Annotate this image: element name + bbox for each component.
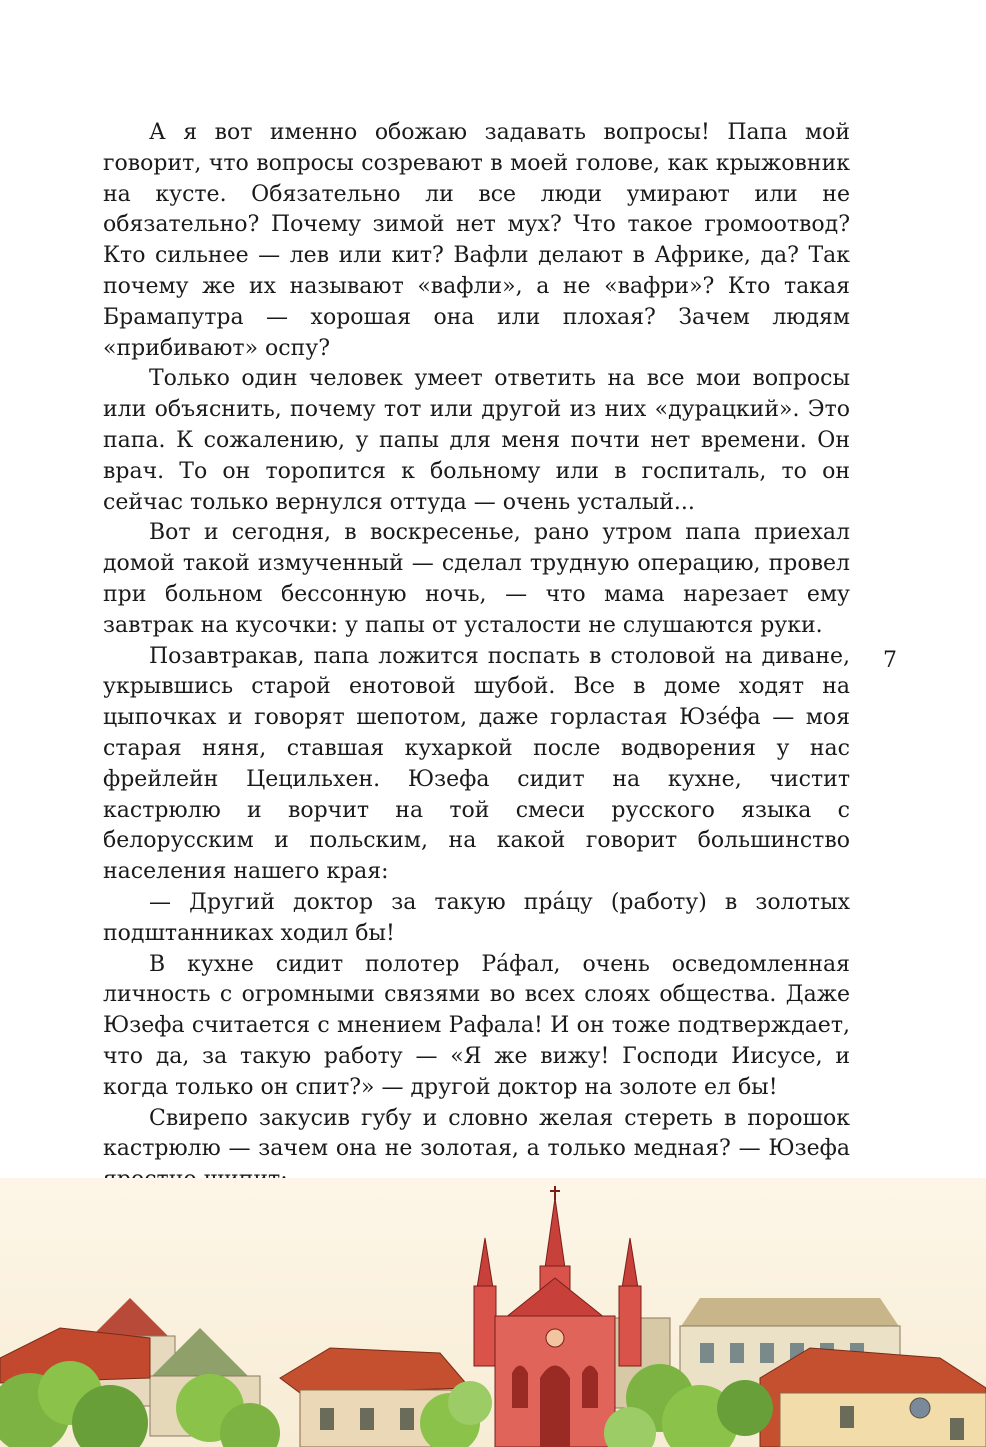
paragraph: Вот и сегодня, в воскресенье, рано утром папа приехал домой такой измученный — сделал трудную операцию, провел при больном бессонную ночь, — что мама нарезает ему завтрак на кусочки: у папы от усталости не слушаются руки. [103,520,850,638]
paragraph: Только один человек умеет ответить на все мои вопросы или объяснить, почему тот или другой из них «дурацкий». Это папа. К сожалению, у папы для меня почти нет времени. Он врач. То он торопится к больному или в госпиталь, то он сейчас только вернулся оттуда — очень усталый... [103,366,850,515]
paragraph: В кухне сидит полотер Ра́фал, очень осведомленная личность с огромными связями во всех слоях общества. Даже Юзефа считается с мнением Рафала! И он тоже подтверждает, что да, за такую работу — «Я же вижу! Господи Иисусе, и когда только он спит?» — другой доктор на золоте ел бы! [103,951,850,1100]
body-text [103,118,850,1288]
page-number: 7 [883,648,897,673]
paragraph: А я вот именно обожаю задавать вопросы! Папа мой говорит, что вопросы созревают в моей голове, как крыжовник на кусте. Обязательно ли все люди умирают или не обязательно? Почему зимой нет мух? Что такое громоотвод? Кто сильнее — лев или кит? Вафли делают в Африке, да? Так почему же их называют «вафли», а не «вафри»? Кто такая Брамапутра — хорошая она или плохая? Зачем людям «прибивают» оспу? [103,120,850,361]
paragraph: — Другий доктор за такую пра́цу (работу) в золотых подштанниках ходил бы! [103,889,850,946]
town-illustration [0,1178,986,1447]
paragraph: Свирепо закусив губу и словно желая стереть в порошок кастрюлю — зачем она не золотая, а только медная? — Юзефа [103,1105,850,1162]
paragraph: Позавтракав, папа ложится поспать в столовой на диване, укрывшись старой енотовой шубой. Все в доме ходят на цыпочках и говорят шепотом, даже горластая Юзе́фа — моя старая няня, ставшая кухаркой после водворения у нас фрейлейн Цецильхен. Юзефа сидит на кухне, чистит кастрюлю и ворчит на той смеси русского языка с белорусским и польским, на какой говорит большинство населения нашего края: [103,643,850,885]
